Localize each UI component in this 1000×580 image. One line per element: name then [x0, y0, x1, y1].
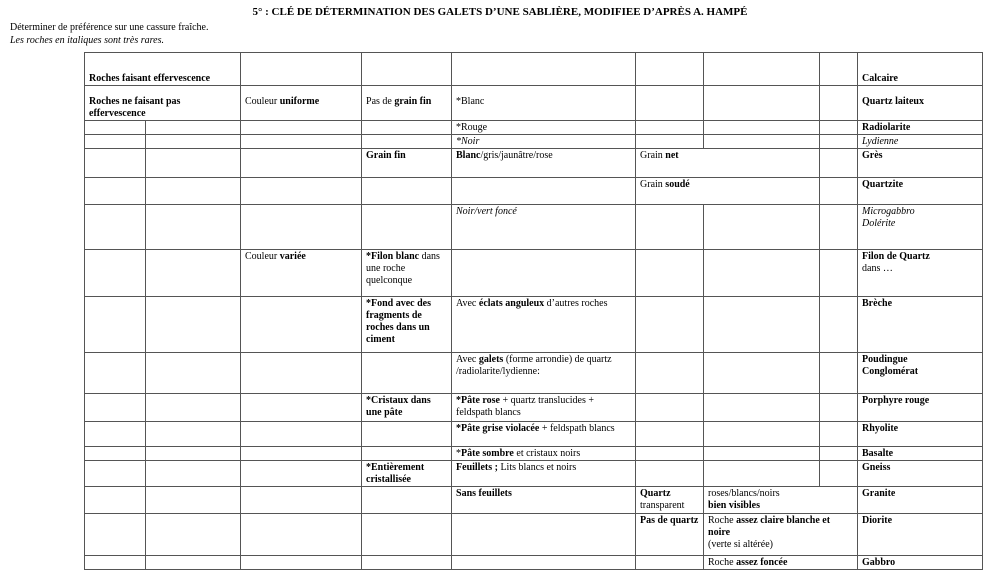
result-quartz-laiteux: Quartz laiteux — [858, 86, 983, 121]
galets-cell: Avec galets (forme arrondie) de quartz /radiolarite/lydienne: — [452, 353, 636, 394]
result-breche: Brèche — [858, 297, 983, 353]
effervescence-label: Roches faisant effervescence — [89, 73, 211, 84]
pate-rose-cell: *Pâte rose + quartz translucides + feldspath blancs — [452, 394, 636, 422]
result-gres: Grès — [858, 149, 983, 178]
pate-grise-cell: *Pâte grise violacée + feldspath blancs — [452, 422, 636, 447]
result-quartzite: Quartzite — [858, 178, 983, 205]
filon-cell: *Filon blanc dans une roche quelconque — [362, 250, 452, 297]
feuillets-cell: Feuillets ; Lits blancs et noirs — [452, 461, 636, 487]
result-gneiss: Gneiss — [858, 461, 983, 487]
rouge-cell: *Rouge — [452, 121, 636, 135]
non-effervescence-label: Roches ne faisant pas effervescence — [89, 96, 181, 119]
result-microgabbro-dolerite: Microgabbro Dolérite — [858, 205, 983, 250]
noir-vert-cell: Noir/vert foncé — [452, 205, 636, 250]
result-calcaire: Calcaire — [858, 53, 983, 86]
cristaux-cell: *Cristaux dans une pâte — [362, 394, 452, 422]
eclats-cell: Avec éclats anguleux d’autres roches — [452, 297, 636, 353]
roses-cell: roses/blancs/noirs bien visibles — [704, 487, 858, 514]
quartz-cell: Quartz transparent — [636, 487, 704, 514]
effervescence-cell — [85, 53, 241, 86]
non-effervescence-cell — [85, 86, 241, 121]
result-gabbro: Gabbro — [858, 556, 983, 570]
document-title: 5° : CLÉ DE DÉTERMINATION DES GALETS D’UNE SABLIÈRE, MODIFIEE D’APRÈS A. HAMPÉ — [252, 6, 748, 18]
instruction-line: Déterminer de préférence sur une cassure fraîche. — [10, 22, 209, 33]
result-poudingue-conglomerat: Poudingue Conglomérat — [858, 353, 983, 394]
pas-quartz-cell: Pas de quartz — [636, 514, 704, 556]
result-filon-quartz: Filon de Quartz dans … — [858, 250, 983, 297]
roche-foncee-cell: Roche assez foncée — [704, 556, 858, 570]
result-lydienne: Lydienne — [858, 135, 983, 149]
noir-cell: *Noir — [452, 135, 636, 149]
blanc-gris-cell: Blanc/gris/jaunâtre/rose — [452, 149, 636, 178]
blanc-cell: *Blanc — [452, 86, 636, 121]
fond-cell: *Fond avec des fragments de roches dans un ciment — [362, 297, 452, 353]
no-fine-grain-cell: Pas de grain fin — [362, 86, 452, 121]
result-granite: Granite — [858, 487, 983, 514]
uniform-color-cell: Couleur uniforme — [241, 86, 362, 121]
result-rhyolite: Rhyolite — [858, 422, 983, 447]
rarity-note: Les roches en italiques sont très rares. — [10, 35, 164, 46]
result-porphyre: Porphyre rouge — [858, 394, 983, 422]
result-diorite: Diorite — [858, 514, 983, 556]
fine-grain-cell: Grain fin — [362, 149, 452, 178]
grain-net-cell: Grain net — [636, 149, 820, 178]
grain-soude-cell: Grain soudé — [636, 178, 820, 205]
determination-key-table — [84, 52, 983, 570]
sans-feuillets-cell: Sans feuillets — [452, 487, 636, 514]
result-radiolarite: Radiolarite — [858, 121, 983, 135]
varied-color-cell: Couleur variée — [241, 250, 362, 297]
entierement-cell: *Entièrement cristallisée — [362, 461, 452, 487]
pate-sombre-cell: *Pâte sombre et cristaux noirs — [452, 447, 636, 461]
result-basalte: Basalte — [858, 447, 983, 461]
roche-claire-cell: Roche assez claire blanche et noire (verte si altérée) — [704, 514, 858, 556]
